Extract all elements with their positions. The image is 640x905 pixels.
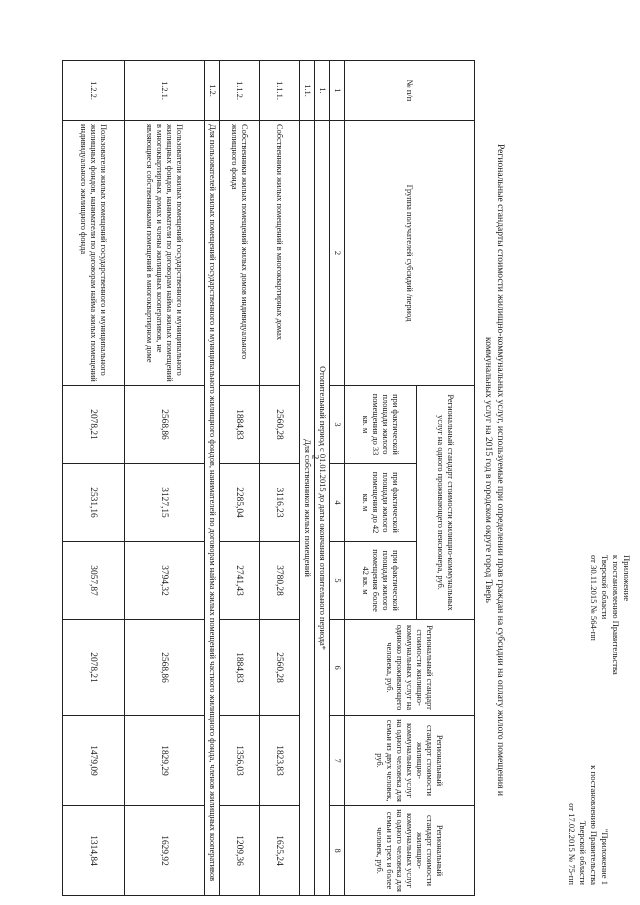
header-up33: при фактической площади жилого помещения до 33 кв. м	[345, 386, 417, 464]
row-group: Пользователи жилых помещений государственного и муниципального жилищных фондов, наниматели по договорам найма жилых помещений в многоквартирных домах и члены жилищных кооперативов, не являющиеся собственниками помещений в многоквартирном доме	[125, 121, 205, 386]
header-family2: Региональный стандарт стоимости жилищно-коммунальных услуг на одного человека для семьи из двух человек, руб.	[345, 716, 475, 806]
row-value: 1314,84	[63, 806, 125, 896]
table-row	[260, 61, 300, 896]
table-row	[220, 61, 260, 896]
section-num: 1.	[315, 61, 330, 121]
table-header-row	[417, 61, 475, 896]
table-row	[63, 61, 125, 896]
row-value: 2741,43	[220, 542, 260, 620]
section-num: 1.2.	[205, 61, 220, 121]
section-row	[205, 61, 220, 896]
column-number: 5	[330, 542, 345, 620]
standards-table	[62, 60, 475, 896]
document-title	[482, 60, 506, 880]
row-value: 1209,36	[220, 806, 260, 896]
row-value: 3780,28	[260, 542, 300, 620]
appendix-line: Тверской области	[578, 820, 588, 885]
column-number: 1	[330, 61, 345, 121]
column-number: 6	[330, 620, 345, 716]
column-number: 8	[330, 806, 345, 896]
section-label: Для пользователей жилых помещений государственного и муниципального жилищного фондов, нанимателей по договорам найма жилых помещений частного жилищного фонда, членов жилищных кооперативов	[205, 121, 220, 896]
row-value: 3116,23	[260, 464, 300, 542]
column-number-row	[330, 61, 345, 896]
section-num: 1.1.	[300, 61, 315, 121]
row-group: Собственники жилых помещений в многоквартирных домах	[260, 121, 300, 386]
row-group: Пользователи жилых помещений государственного и муниципального жилищных фондов, наниматели по договорам найма жилых помещений индивидуального жилищного фонда	[63, 121, 125, 386]
header-family3: Региональный стандарт стоимости жилищно-коммунальных услуг на одного человека для семьи из трех и более человек, руб.	[345, 806, 475, 896]
table-row	[125, 61, 205, 896]
row-value: 2078,21	[63, 620, 125, 716]
row-value: 2560,28	[260, 386, 300, 464]
appendix-line: от 17.02.2015 № 75-пп	[567, 803, 577, 885]
page-number: 2	[310, 454, 321, 460]
title-line: коммунальных услуг на 2015 год в городском округе город Тверь	[483, 337, 494, 603]
row-num: 1.1.2.	[220, 61, 260, 121]
row-value: 1479,09	[63, 716, 125, 806]
header-pensioner: Региональный стандарт стоимости жилищно-коммунальных услуг на одного проживающего пенсионера, руб.	[417, 386, 475, 620]
column-number: 2	[330, 121, 345, 386]
row-value: 3794,32	[125, 542, 205, 620]
appendix-line: Приложение	[622, 555, 632, 602]
section-label: Отопительный период с 01.01.2015 до даты окончания отопительного периода*	[315, 121, 330, 896]
header-single: Региональный стандарт стоимости жилищно-коммунальных услуг на одиноко проживающего человека, руб.	[345, 620, 475, 716]
row-value: 1823,83	[260, 716, 300, 806]
row-value: 3057,87	[63, 542, 125, 620]
column-number: 3	[330, 386, 345, 464]
row-num: 1.1.1.	[260, 61, 300, 121]
row-value: 2531,16	[63, 464, 125, 542]
row-value: 1884,83	[220, 620, 260, 716]
column-number: 4	[330, 464, 345, 542]
appendix-line: Тверской области	[600, 555, 610, 620]
row-value: 1356,03	[220, 716, 260, 806]
row-group: Собственники жилых помещений жилых домов индивидуального жилищного фонда	[220, 121, 260, 386]
row-value: 3127,15	[125, 464, 205, 542]
row-value: 2560,28	[260, 620, 300, 716]
row-value: 2078,21	[63, 386, 125, 464]
row-num: 1.2.1.	[125, 61, 205, 121]
row-value: 1625,24	[260, 806, 300, 896]
row-value: 2568,86	[125, 620, 205, 716]
header-num: № п/п	[345, 61, 475, 121]
row-value: 1884,83	[220, 386, 260, 464]
header-up42: при фактической площади жилого помещения до 42 кв. м	[345, 464, 417, 542]
row-value: 2285,04	[220, 464, 260, 542]
appendix-line: "Приложение 1	[600, 828, 610, 885]
row-value: 1829,29	[125, 716, 205, 806]
title-line: Региональные стандарты стоимости жилищно-коммунальных услуг, используемые при определении прав граждан на субсидии на оплату жилого помещения и	[495, 143, 506, 797]
header-group: Группа получателей субсидий /период	[345, 121, 475, 386]
row-value: 1629,92	[125, 806, 205, 896]
row-value: 2568,86	[125, 386, 205, 464]
row-num: 1.2.2.	[63, 61, 125, 121]
appendix-line: к постановлению Правительства	[589, 765, 599, 885]
header-over42: при фактической площади жилого помещения более 42 кв. м	[345, 542, 417, 620]
appendix-original-header	[566, 685, 610, 885]
appendix-line: от 30.11.2015 № 564-пп	[589, 555, 599, 641]
column-number: 7	[330, 716, 345, 806]
section-label: Для собственников жилых помещений	[300, 121, 315, 896]
appendix-line: к постановлению Правительства	[611, 555, 621, 675]
section-row	[300, 61, 315, 896]
section-row	[315, 61, 330, 896]
